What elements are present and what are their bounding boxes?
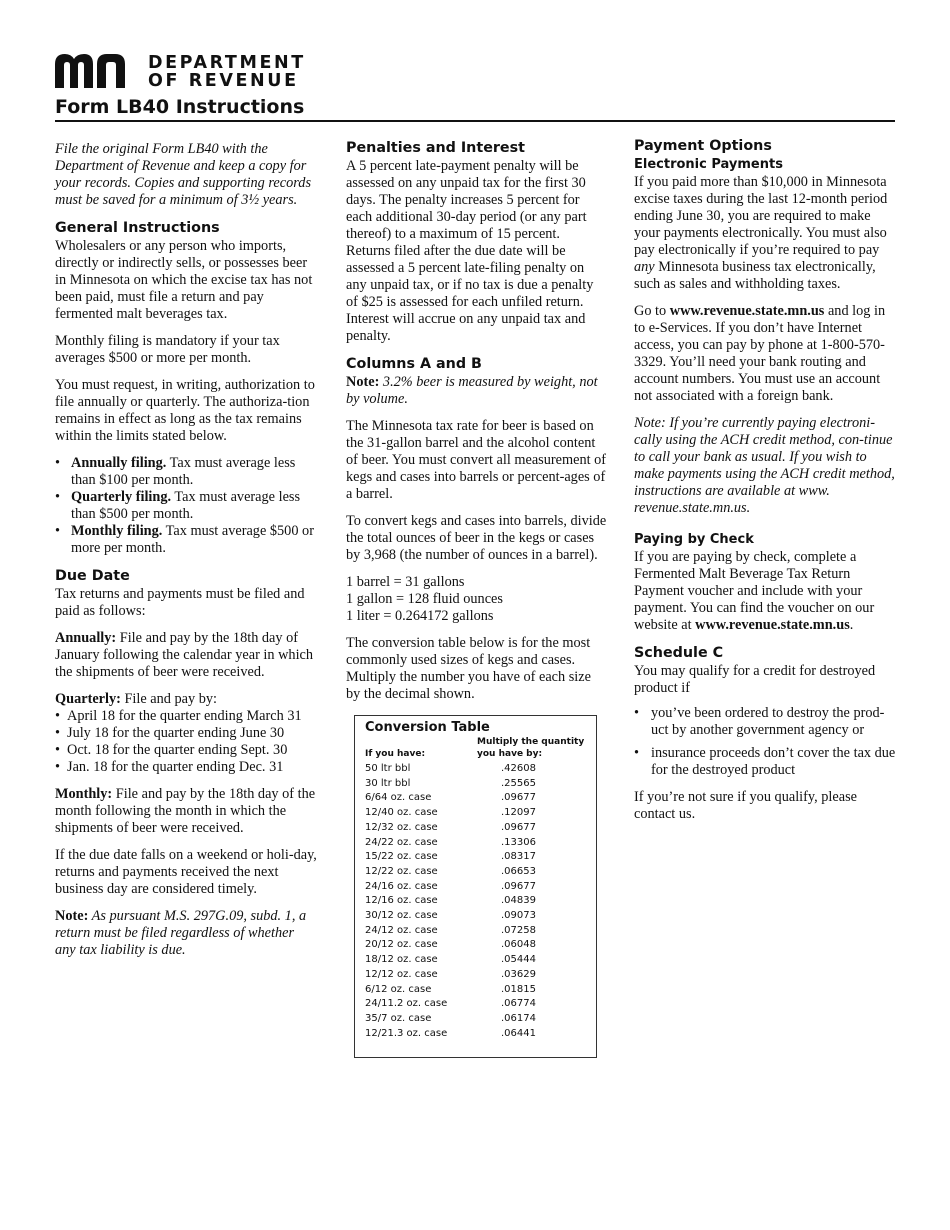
table-row: 12/21.3 oz. case .06441 bbox=[365, 1027, 536, 1039]
payment-options-heading: Payment Options bbox=[634, 138, 772, 154]
paying-by-check-heading: Paying by Check bbox=[634, 532, 754, 547]
schedule-c-heading: Schedule C bbox=[634, 645, 724, 661]
unit-equivalents bbox=[346, 574, 608, 625]
list-item: • Monthly filing. Tax must average $500 or more per month. bbox=[55, 523, 317, 557]
table-row: 30/12 oz. case .09073 bbox=[365, 910, 536, 922]
conversion-rows bbox=[365, 762, 551, 1041]
general-instructions-heading: General Instructions bbox=[55, 220, 220, 236]
general-paragraph-2: Monthly filing is mandatory if your tax averages $500 or more per month. bbox=[55, 333, 280, 366]
column-middle bbox=[346, 139, 608, 713]
list-item: • Oct. 18 for the quarter ending Sept. 30 bbox=[55, 742, 317, 759]
conversion-col2-header: Multiply the quantity you have by: bbox=[477, 737, 585, 759]
table-row: 30 ltr bbl .25565 bbox=[365, 777, 536, 789]
header-divider bbox=[55, 120, 895, 122]
mn-logo-icon bbox=[55, 54, 135, 88]
conversion-table bbox=[354, 715, 597, 1058]
column-right bbox=[634, 137, 896, 833]
table-row: 20/12 oz. case .06048 bbox=[365, 939, 536, 951]
table-row: 50 ltr bbl .42608 bbox=[365, 763, 536, 774]
website-link[interactable]: www.revenue.state.mn.us bbox=[695, 617, 850, 633]
table-row: 12/22 oz. case .06653 bbox=[365, 865, 536, 877]
columns-paragraph-3: The conversion table below is for the most commonly used sizes of kegs and cases. Multiply the number you have of each size by the decimal shown. bbox=[346, 635, 591, 702]
table-row: 24/11.2 oz. case .06774 bbox=[365, 998, 536, 1010]
note-paragraph: Note: As pursuant M.S. 297G.09, subd. 1, a return must be filed regardless of whether any tax liability is due. bbox=[55, 908, 307, 958]
list-item: • July 18 for the quarter ending June 30 bbox=[55, 725, 317, 742]
annually-paragraph: Annually: File and pay by the 18th day of January following the calendar year in which the shipments of beer were received. bbox=[55, 630, 314, 680]
list-item: • Annually filing. Tax must average less than $100 per month. bbox=[55, 455, 317, 489]
table-row: 24/16 oz. case .09677 bbox=[365, 880, 536, 892]
ach-note: Note: If you’re currently paying electroni-cally using the ACH credit method, con-tinue to call your bank as usual. If you wish to make payments using the ACH credit method, instructions are available at www. revenue.state.mn.us. bbox=[634, 415, 895, 516]
columns-heading: Columns A and B bbox=[346, 356, 482, 372]
table-row: 12/40 oz. case .12097 bbox=[365, 807, 536, 819]
columns-note: Note: 3.2% beer is measured by weight, not by volume. bbox=[346, 374, 598, 407]
due-date-paragraph: Tax returns and payments must be filed and paid as follows: bbox=[55, 586, 305, 619]
general-paragraph-3: You must request, in writing, authorization to file annually or quarterly. The authoriza-tion remains in effect as long as the tax remains within the limits stated below. bbox=[55, 377, 315, 444]
page-title: Form LB40 Instructions bbox=[55, 96, 305, 118]
columns-paragraph-2: To convert kegs and cases into barrels, divide the total ounces of beer in the kegs or cases by 3,968 (the number of ounces in a barrel). bbox=[346, 513, 607, 563]
penalties-paragraph: A 5 percent late-payment penalty will be assessed on any unpaid tax for the first 30 days. The penalty increases 5 percent for each additional 30-day period (or any part thereof) to a maximum of 15 percent. Returns filed after the due date will be assessed a 5 percent late-filing penalty on any unpaid tax, or if no tax is due a penalty of $25 is assessed for each unfiled return. Interest will accrue on any unpaid tax and penalty. bbox=[346, 158, 594, 344]
schedule-conditions-list bbox=[634, 705, 896, 779]
list-item: 1 liter = 0.264172 gallons bbox=[346, 608, 494, 624]
list-item: • you’ve been ordered to destroy the prod-uct by another government agency or bbox=[634, 705, 896, 739]
column-left bbox=[55, 141, 317, 969]
table-row: 24/22 oz. case .13306 bbox=[365, 836, 536, 848]
table-row: 35/7 oz. case .06174 bbox=[365, 1012, 536, 1024]
list-item: 1 barrel = 31 gallons bbox=[346, 574, 465, 590]
weekend-paragraph: If the due date falls on a weekend or holi-day, returns and payments received the next business day are considered timely. bbox=[55, 847, 317, 897]
list-item: • Quarterly filing. Tax must average less than $500 per month. bbox=[55, 489, 317, 523]
penalties-heading: Penalties and Interest bbox=[346, 140, 525, 156]
schedule-closing: If you’re not sure if you qualify, please contact us. bbox=[634, 789, 857, 822]
website-link[interactable]: www.revenue.state.mn.us bbox=[669, 303, 825, 319]
quarterly-dates-list bbox=[55, 708, 317, 776]
columns-paragraph-1: The Minnesota tax rate for beer is based on the 31-gallon barrel and the alcohol content of beer. You must convert all measurement of kegs and cases into barrels or percent-ages of a barrel. bbox=[346, 418, 607, 502]
list-item: • Jan. 18 for the quarter ending Dec. 31 bbox=[55, 759, 317, 776]
table-row: 6/12 oz. case .01815 bbox=[365, 983, 536, 995]
quarterly-paragraph: Quarterly: File and pay by: bbox=[55, 691, 217, 707]
table-row: 12/12 oz. case .03629 bbox=[365, 968, 536, 980]
table-row: 24/12 oz. case .07258 bbox=[365, 924, 536, 936]
conversion-col1-header: If you have: bbox=[365, 749, 426, 759]
electronic-paragraph: If you paid more than $10,000 in Minnesota excise taxes during the last 12-month period ending June 30, you are required to make your payments electronically. You must also pay electronically if you’re required to pay any Minnesota business tax electronically, such as sales and withholding taxes. bbox=[634, 174, 888, 292]
electronic-payments-heading: Electronic Payments bbox=[634, 157, 783, 172]
list-item: 1 gallon = 128 fluid ounces bbox=[346, 591, 503, 607]
table-row: 6/64 oz. case .09677 bbox=[365, 792, 536, 804]
eservices-paragraph: Go to www.revenue.state.mn.us and log in to e-Services. If you don’t have Internet access, you can pay by phone at 1-800-570-3329. You’ll need your bank routing and account numbers. You must use an account not associated with a foreign bank. bbox=[634, 303, 886, 404]
monthly-paragraph: Monthly: File and pay by the 18th day of the month following the month in which the shipments of beer were received. bbox=[55, 786, 316, 836]
table-row: 12/32 oz. case .09677 bbox=[365, 821, 536, 833]
check-paragraph: If you are paying by check, complete a Fermented Malt Beverage Tax Return Payment voucher and include with your payment. You can find the voucher on our website at www.revenue.state.mn.us. bbox=[634, 549, 875, 633]
general-paragraph-1: Wholesalers or any person who imports, directly or indirectly sells, or possesses beer in Minnesota on which the excise tax has not been paid, must file a return and pay fermented malt beverages tax. bbox=[55, 238, 313, 322]
department-name: DEPARTMENT OF REVENUE bbox=[148, 53, 306, 91]
intro-text: File the original Form LB40 with the Department of Revenue and keep a copy for your records. Copies and supporting records must be saved for a minimum of 3½ years. bbox=[55, 141, 312, 208]
list-item: • insurance proceeds don’t cover the tax due for the destroyed product bbox=[634, 745, 896, 779]
schedule-paragraph: You may qualify for a credit for destroyed product if bbox=[634, 663, 876, 696]
filing-options-list bbox=[55, 455, 317, 557]
table-row: 12/16 oz. case .04839 bbox=[365, 895, 536, 907]
department-logo bbox=[55, 52, 315, 92]
conversion-table-title: Conversion Table bbox=[365, 720, 490, 735]
due-date-heading: Due Date bbox=[55, 568, 130, 584]
table-row: 18/12 oz. case .05444 bbox=[365, 954, 536, 966]
table-row: 15/22 oz. case .08317 bbox=[365, 851, 536, 863]
list-item: • April 18 for the quarter ending March 31 bbox=[55, 708, 317, 725]
